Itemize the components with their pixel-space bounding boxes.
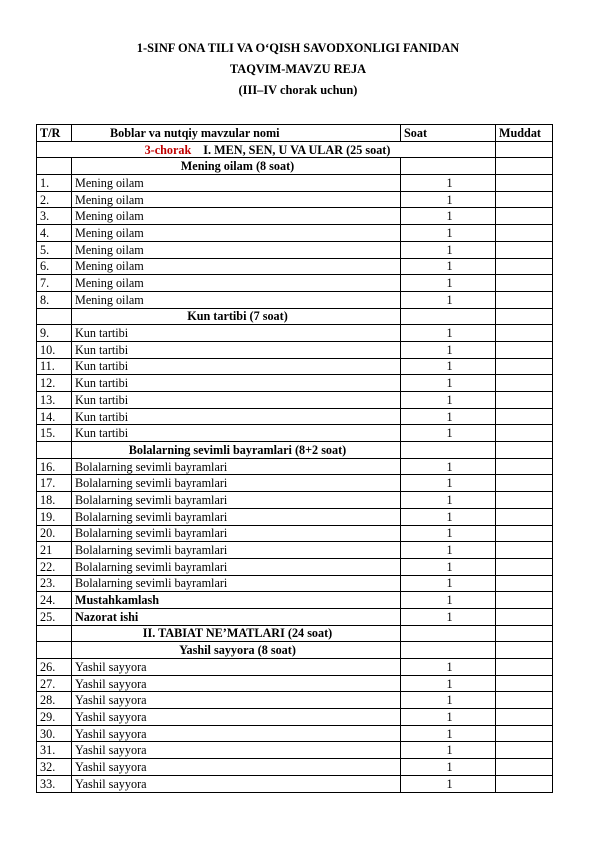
lesson-row <box>37 558 553 575</box>
lesson-topic: Yashil sayyora <box>72 692 401 709</box>
lesson-hours: 1 <box>401 759 496 776</box>
term-cell <box>496 158 553 175</box>
section-title: Mening oilam (8 soat) <box>72 158 401 175</box>
lesson-number: 16. <box>37 458 72 475</box>
term-cell <box>496 141 553 158</box>
lesson-number: 24. <box>37 592 72 609</box>
lesson-number: 31. <box>37 742 72 759</box>
lesson-number: 7. <box>37 275 72 292</box>
lesson-hours: 1 <box>401 692 496 709</box>
hours-cell <box>401 625 496 642</box>
lesson-row <box>37 291 553 308</box>
lesson-topic: Bolalarning sevimli bayramlari <box>72 525 401 542</box>
lesson-row <box>37 742 553 759</box>
lesson-row <box>37 458 553 475</box>
lesson-number: 29. <box>37 709 72 726</box>
lesson-term <box>496 775 553 792</box>
lesson-hours: 1 <box>401 542 496 559</box>
lesson-topic: Yashil sayyora <box>72 742 401 759</box>
lesson-topic: Yashil sayyora <box>72 759 401 776</box>
lesson-row <box>37 258 553 275</box>
lesson-term <box>496 558 553 575</box>
lesson-term <box>496 575 553 592</box>
lesson-topic: Bolalarning sevimli bayramlari <box>72 458 401 475</box>
lesson-term <box>496 709 553 726</box>
lesson-number: 4. <box>37 225 72 242</box>
lesson-row <box>37 525 553 542</box>
lesson-number: 26. <box>37 659 72 676</box>
lesson-row <box>37 608 553 625</box>
lesson-number: 11. <box>37 358 72 375</box>
number-cell <box>37 442 72 459</box>
lesson-hours: 1 <box>401 325 496 342</box>
lesson-topic: Yashil sayyora <box>72 775 401 792</box>
lesson-row <box>37 575 553 592</box>
lesson-term <box>496 675 553 692</box>
lesson-topic: Yashil sayyora <box>72 675 401 692</box>
lesson-term <box>496 725 553 742</box>
lesson-hours: 1 <box>401 425 496 442</box>
lesson-row <box>37 508 553 525</box>
lesson-hours: 1 <box>401 458 496 475</box>
lesson-number: 19. <box>37 508 72 525</box>
lesson-term <box>496 191 553 208</box>
lesson-row <box>37 692 553 709</box>
lesson-term <box>496 341 553 358</box>
lesson-hours: 1 <box>401 525 496 542</box>
lesson-row <box>37 325 553 342</box>
table-body <box>37 141 553 792</box>
lesson-number: 32. <box>37 759 72 776</box>
lesson-row <box>37 358 553 375</box>
document-header <box>0 38 596 101</box>
lesson-topic: Mening oilam <box>72 258 401 275</box>
lesson-term <box>496 241 553 258</box>
section-row <box>37 158 553 175</box>
lesson-topic: Bolalarning sevimli bayramlari <box>72 558 401 575</box>
lesson-hours: 1 <box>401 258 496 275</box>
lesson-topic: Bolalarning sevimli bayramlari <box>72 508 401 525</box>
hours-cell <box>401 308 496 325</box>
lesson-hours: 1 <box>401 709 496 726</box>
lesson-topic: Mening oilam <box>72 291 401 308</box>
document-title: 1-SINF ONA TILI VA O‘QISH SAVODXONLIGI FANIDAN <box>136 41 460 55</box>
lesson-row <box>37 408 553 425</box>
lesson-number: 5. <box>37 241 72 258</box>
lesson-hours: 1 <box>401 592 496 609</box>
lesson-row <box>37 241 553 258</box>
lesson-topic: Yashil sayyora <box>72 725 401 742</box>
lesson-row <box>37 592 553 609</box>
lesson-hours: 1 <box>401 475 496 492</box>
lesson-number: 3. <box>37 208 72 225</box>
column-header-hours: Soat <box>401 125 496 142</box>
lesson-number: 20. <box>37 525 72 542</box>
hours-cell <box>401 442 496 459</box>
lesson-hours: 1 <box>401 775 496 792</box>
lesson-term <box>496 692 553 709</box>
section-row <box>37 625 553 642</box>
section-row <box>37 442 553 459</box>
lesson-row <box>37 759 553 776</box>
lesson-topic: Kun tartibi <box>72 408 401 425</box>
number-cell <box>37 642 72 659</box>
lesson-term <box>496 608 553 625</box>
lesson-row <box>37 475 553 492</box>
document-term-note: (III–IV chorak uchun) <box>238 83 358 97</box>
lesson-number: 14. <box>37 408 72 425</box>
lesson-term <box>496 375 553 392</box>
lesson-row <box>37 725 553 742</box>
lesson-term <box>496 325 553 342</box>
lesson-row <box>37 175 553 192</box>
lesson-topic: Kun tartibi <box>72 425 401 442</box>
lesson-topic: Nazorat ishi <box>72 608 401 625</box>
lesson-topic: Mening oilam <box>72 275 401 292</box>
lesson-row <box>37 425 553 442</box>
lesson-hours: 1 <box>401 575 496 592</box>
lesson-term <box>496 508 553 525</box>
lesson-topic: Mening oilam <box>72 241 401 258</box>
term-cell <box>496 625 553 642</box>
lesson-number: 15. <box>37 425 72 442</box>
lesson-term <box>496 475 553 492</box>
lesson-row <box>37 392 553 409</box>
lesson-number: 2. <box>37 191 72 208</box>
lesson-row <box>37 275 553 292</box>
number-cell <box>37 308 72 325</box>
lesson-number: 1. <box>37 175 72 192</box>
lesson-topic: Mening oilam <box>72 175 401 192</box>
lesson-topic: Mustahkamlash <box>72 592 401 609</box>
lesson-hours: 1 <box>401 558 496 575</box>
lesson-number: 17. <box>37 475 72 492</box>
lesson-term <box>496 542 553 559</box>
column-header-term: Muddat <box>496 125 553 142</box>
lesson-hours: 1 <box>401 492 496 509</box>
lesson-row <box>37 225 553 242</box>
section-title: II. TABIAT NE’MATLARI (24 soat) <box>72 625 401 642</box>
lesson-hours: 1 <box>401 659 496 676</box>
lesson-number: 18. <box>37 492 72 509</box>
lesson-topic: Kun tartibi <box>72 392 401 409</box>
section-title: Kun tartibi (7 soat) <box>72 308 401 325</box>
section-row <box>37 308 553 325</box>
hours-cell <box>401 158 496 175</box>
lesson-row <box>37 208 553 225</box>
lesson-hours: 1 <box>401 291 496 308</box>
lesson-term <box>496 659 553 676</box>
lesson-topic: Kun tartibi <box>72 358 401 375</box>
lesson-term <box>496 258 553 275</box>
lesson-number: 13. <box>37 392 72 409</box>
lesson-topic: Mening oilam <box>72 225 401 242</box>
lesson-topic: Bolalarning sevimli bayramlari <box>72 542 401 559</box>
lesson-row <box>37 542 553 559</box>
lesson-hours: 1 <box>401 408 496 425</box>
lesson-row <box>37 675 553 692</box>
lesson-term <box>496 525 553 542</box>
lesson-topic: Yashil sayyora <box>72 659 401 676</box>
lesson-row <box>37 341 553 358</box>
lesson-number: 23. <box>37 575 72 592</box>
lesson-term <box>496 275 553 292</box>
lesson-hours: 1 <box>401 608 496 625</box>
number-cell <box>37 625 72 642</box>
lesson-number: 25. <box>37 608 72 625</box>
lesson-hours: 1 <box>401 725 496 742</box>
lesson-hours: 1 <box>401 742 496 759</box>
lesson-number: 33. <box>37 775 72 792</box>
lesson-number: 9. <box>37 325 72 342</box>
lesson-topic: Kun tartibi <box>72 375 401 392</box>
lesson-term <box>496 392 553 409</box>
lesson-hours: 1 <box>401 191 496 208</box>
chapter-row <box>37 141 553 158</box>
lesson-term <box>496 458 553 475</box>
lesson-number: 8. <box>37 291 72 308</box>
lesson-hours: 1 <box>401 275 496 292</box>
lesson-term <box>496 742 553 759</box>
lesson-number: 6. <box>37 258 72 275</box>
chapter-title <box>37 141 496 158</box>
lesson-row <box>37 709 553 726</box>
lesson-topic: Bolalarning sevimli bayramlari <box>72 475 401 492</box>
section-title: Yashil sayyora (8 soat) <box>72 642 401 659</box>
table-header-row <box>37 125 553 142</box>
lesson-number: 30. <box>37 725 72 742</box>
lesson-term <box>496 358 553 375</box>
lesson-hours: 1 <box>401 175 496 192</box>
lesson-number: 21 <box>37 542 72 559</box>
lesson-topic: Bolalarning sevimli bayramlari <box>72 575 401 592</box>
lesson-topic: Mening oilam <box>72 191 401 208</box>
lesson-row <box>37 659 553 676</box>
lesson-plan-table <box>36 124 553 793</box>
lesson-hours: 1 <box>401 341 496 358</box>
lesson-term <box>496 208 553 225</box>
lesson-hours: 1 <box>401 392 496 409</box>
column-header-number: T/R <box>37 125 72 142</box>
lesson-hours: 1 <box>401 241 496 258</box>
lesson-term <box>496 425 553 442</box>
chapter-label: I. MEN, SEN, U VA ULAR (25 soat) <box>203 142 391 157</box>
lesson-number: 27. <box>37 675 72 692</box>
section-row <box>37 642 553 659</box>
lesson-topic: Bolalarning sevimli bayramlari <box>72 492 401 509</box>
lesson-hours: 1 <box>401 358 496 375</box>
lesson-term <box>496 291 553 308</box>
lesson-number: 28. <box>37 692 72 709</box>
lesson-number: 10. <box>37 341 72 358</box>
lesson-row <box>37 775 553 792</box>
lesson-row <box>37 191 553 208</box>
lesson-hours: 1 <box>401 508 496 525</box>
lesson-row <box>37 492 553 509</box>
lesson-number: 22. <box>37 558 72 575</box>
lesson-hours: 1 <box>401 225 496 242</box>
hours-cell <box>401 642 496 659</box>
document-subtitle: TAQVIM-MAVZU REJA <box>229 62 367 76</box>
lesson-term <box>496 408 553 425</box>
section-title: Bolalarning sevimli bayramlari (8+2 soat) <box>72 442 401 459</box>
lesson-hours: 1 <box>401 675 496 692</box>
lesson-hours: 1 <box>401 208 496 225</box>
term-cell <box>496 442 553 459</box>
lesson-topic: Mening oilam <box>72 208 401 225</box>
lesson-term <box>496 225 553 242</box>
lesson-term <box>496 592 553 609</box>
number-cell <box>37 158 72 175</box>
term-cell <box>496 642 553 659</box>
lesson-topic: Kun tartibi <box>72 341 401 358</box>
lesson-number: 12. <box>37 375 72 392</box>
lesson-topic: Kun tartibi <box>72 325 401 342</box>
term-label: 3-chorak <box>144 142 192 157</box>
lesson-row <box>37 375 553 392</box>
lesson-term <box>496 492 553 509</box>
term-cell <box>496 308 553 325</box>
lesson-term <box>496 175 553 192</box>
column-header-topic: Boblar va nutqiy mavzular nomi <box>72 125 401 142</box>
lesson-topic: Yashil sayyora <box>72 709 401 726</box>
lesson-term <box>496 759 553 776</box>
lesson-hours: 1 <box>401 375 496 392</box>
